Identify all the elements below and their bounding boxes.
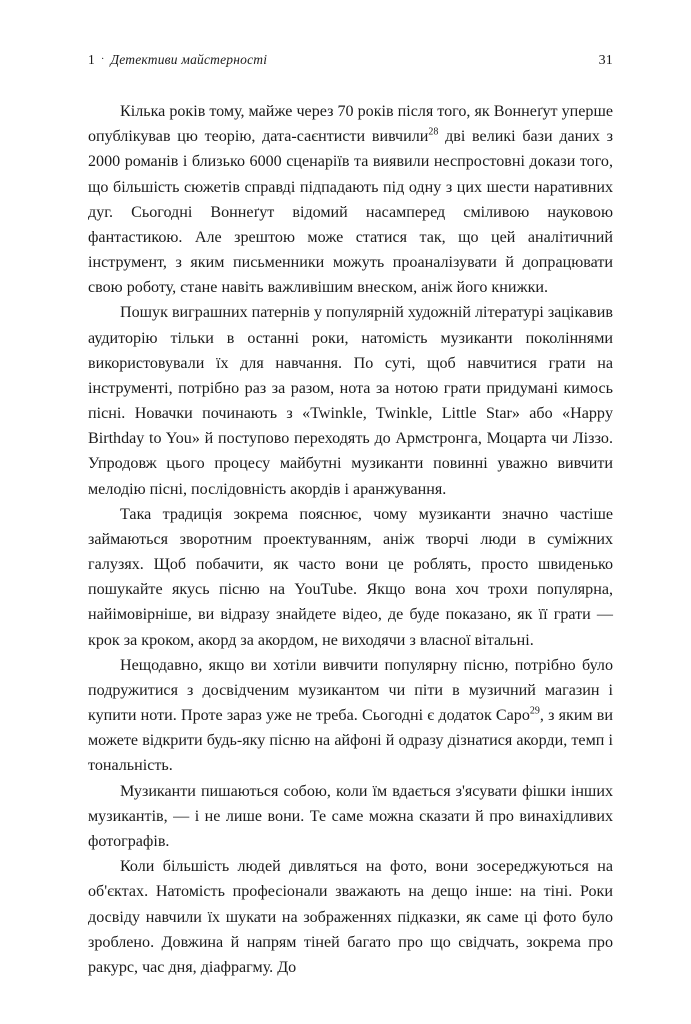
chapter-title: Детективи майстерності (110, 52, 268, 67)
paragraph: Така традиція зокрема пояснює, чому музиканти значно частіше займаються зворотним проектуванням, аніж творчі люди в суміжних галузях. Щоб побачити, як часто вони це роблять, просто швиденько пошукайте якусь пісню на YouTube. Якщо вона хоч трохи популярна, найімовірніше, ви відразу знайдете відео, де буде показано, як її грати — крок за кроком, акорд за акордом, не виходячи з власної вітальні. (88, 505, 613, 649)
paragraph: Кілька років тому, майже через 70 років після того, як Воннеґут уперше опублікував цю теорію, дата-саєнтисти вивчили$^{28}$ дві великі бази даних з 2000 романів і близько 6000 сценаріїв та виявили неспростовні докази того, що більшість сюжетів справді підпадають під одну з цих шести наративних дуг. Сьогодні Воннеґут відомий насамперед сміливою науковою фантастикою. Але зрештою може статися так, що цей аналітичний інструмент, з яким письменники можуть проаналізувати й допрацювати свою роботу, стане навіть важливішим внеском, аніж його книжки. (88, 103, 613, 297)
running-head-left (88, 52, 267, 68)
page-number: 31 (598, 53, 613, 68)
separator-dot: · (100, 54, 105, 65)
paragraph: Пошук виграшних патернів у популярній художній літературі зацікавив аудиторію тільки в останні роки, натомість музиканти поколіннями використовували їх для навчання. По суті, щоб навчитися грати на інструменті, потрібно раз за разом, нота за нотою грати придумані кимось пісні. Новачки починають з «Twinkle, Twinkle, Little Star» або «Happy Birthday to You» й поступово переходять до Армстронга, Моцарта чи Ліззо. Упродовж цього процесу майбутні музиканти повинні уважно вивчити мелодію пісні, послідовність акордів і аранжування. (88, 304, 613, 498)
paragraph: Нещодавно, якщо ви хотіли вивчити популярну пісню, потрібно було подружитися з досвідченим музикантом чи піти в музичний магазин і купити ноти. Проте зараз уже не треба. Сьогодні є додаток Capo$^{29}$, з яким ви можете відкрити будь-яку пісню на айфоні й одразу дізнатися акорди, темп і тональність. (88, 656, 613, 775)
paragraph: Коли більшість людей дивляться на фото, вони зосереджуються на об'єктах. Натомість професіонали зважають на дещо інше: на тіні. Роки досвіду навчили їх шукати на зображеннях підказки, як саме ці фото було зроблено. Довжина й напрям тіней багато про що свідчать, зокрема про ракурс, час дня, діафрагму. До (88, 858, 613, 976)
body-text (88, 99, 613, 980)
chapter-number: 1 (88, 52, 95, 67)
paragraph: Музиканти пишаються собою, коли їм вдається з'ясувати фішки інших музикантів, — і не лише вони. Те саме можна сказати й про винахідливих фотографів. (88, 782, 613, 850)
running-head (88, 52, 613, 69)
